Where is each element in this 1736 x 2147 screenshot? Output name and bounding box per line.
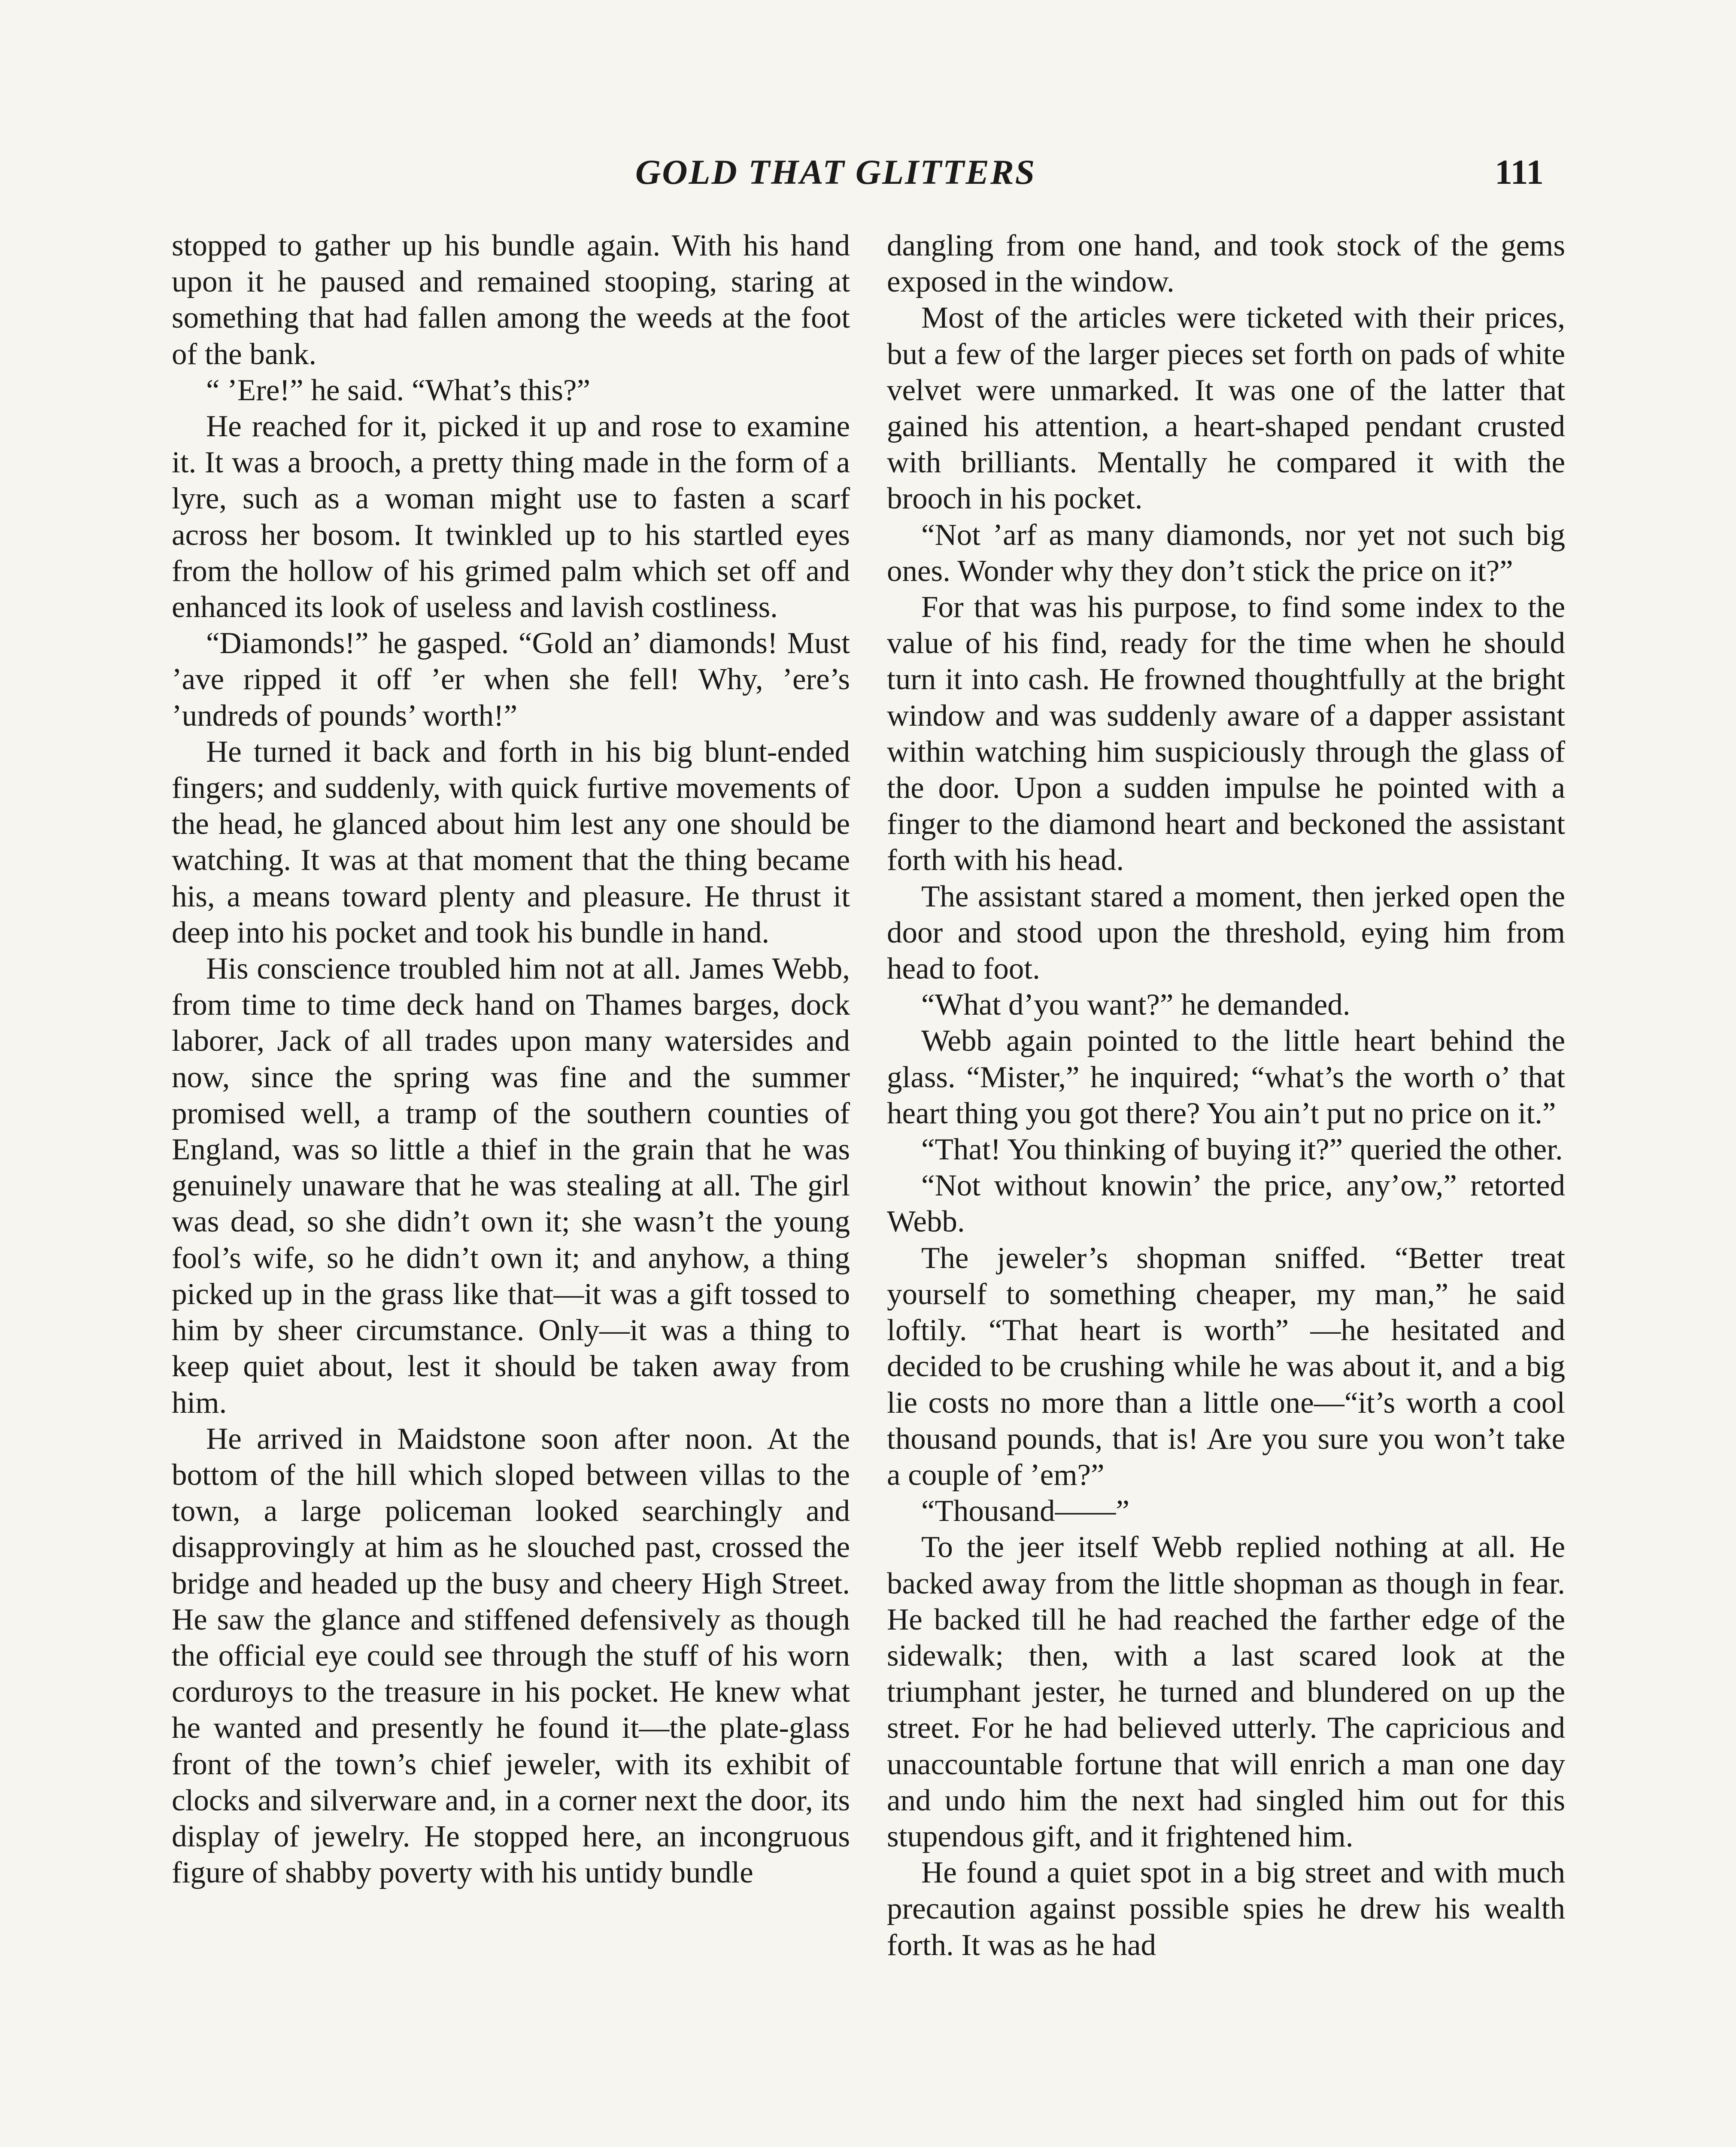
paragraph: “That! You thinking of buying it?” queried the other. — [921, 1133, 1563, 1167]
left-column — [172, 228, 850, 1891]
paragraph: “Not ’arf as many diamonds, nor yet not such big ones. Wonder why they don’t stick the price on it?” — [887, 518, 1565, 588]
paragraph: His conscience troubled him not at all. James Webb, from time to time deck hand on Thames barges, dock laborer, Jack of all trades upon many watersides and now, since the spring was fine and the summer promised well, a tramp of the southern counties of England, was so little a thief in the grain that he was genuinely unaware that he was stealing at all. The girl was dead, so she didn’t own it; she wasn’t the young fool’s wife, so he didn’t own it; and anyhow, a thing picked up in the grass like that—it was a gift tossed to him by sheer circumstance. Only—it was a thing to keep quiet about, lest it should be taken away from him. — [172, 952, 850, 1420]
paragraph: He turned it back and forth in his big blunt-ended fingers; and suddenly, with quick furtive movements of the head, he glanced about him lest any one should be watching. It was at that moment that the thing became his, a means toward plenty and pleasure. He thrust it deep into his pocket and took his bundle in hand. — [172, 735, 850, 949]
paragraph: dangling from one hand, and took stock of the gems exposed in the window. — [887, 229, 1565, 299]
paragraph: The jeweler’s shopman sniffed. “Better treat yourself to something cheaper, my man,” he said loftily. “That heart is worth” —he hesitated and decided to be crushing while he was about it, and a big lie costs no more than a little one—“it’s worth a cool thousand pounds, that is! Are you sure you won’t take a couple of ’em?” — [887, 1241, 1565, 1492]
right-column — [887, 228, 1565, 1963]
paragraph: Webb again pointed to the little heart behind the glass. “Mister,” he inquired; “what’s the worth o’ that heart thing you got there? You ain’t put no price on it.” — [887, 1024, 1565, 1130]
paragraph: “ ’Ere!” he said. “What’s this?” — [206, 373, 590, 407]
paragraph: “What d’you want?” he demanded. — [921, 988, 1351, 1022]
page-number: 111 — [1495, 152, 1544, 192]
paragraph: For that was his purpose, to find some index to the value of his find, ready for the time when he should turn it into cash. He frowned thoughtfully at the bright window and was suddenly aware of a dapper assistant within watching him suspiciously through the glass of the door. Upon a sudden impulse he pointed with a finger to the diamond heart and beckoned the assistant forth with his head. — [887, 590, 1565, 877]
paragraph: “Not without knowin’ the price, any’ow,” retorted Webb. — [887, 1169, 1565, 1239]
paragraph: To the jeer itself Webb replied nothing at all. He backed away from the little shopman as though in fear. He backed till he had reached the farther edge of the sidewalk; then, with a last scared look at the triumphant jester, he turned and blundered on up the street. For he had believed utterly. The capricious and unaccountable fortune that will enrich a man one day and undo him the next had singled him out for this stupendous gift, and it frightened him. — [887, 1530, 1565, 1853]
paragraph: The assistant stared a moment, then jerked open the door and stood upon the threshold, eying him from head to foot. — [887, 879, 1565, 986]
paragraph: He reached for it, picked it up and rose to examine it. It was a brooch, a pretty thing made in the form of a lyre, such as a woman might use to fasten a scarf across her bosom. It twinkled up to his startled eyes from the hollow of his grimed palm which set off and enhanced its look of useless and lavish costliness. — [172, 410, 850, 624]
paragraph: Most of the articles were ticketed with their prices, but a few of the larger pieces set forth on pads of white velvet were unmarked. It was one of the latter that gained his attention, a heart-shaped pendant crusted with brilliants. Mentally he compared it with the brooch in his pocket. — [887, 301, 1565, 516]
paragraph: He found a quiet spot in a big street and with much precaution against possible spies he drew his wealth forth. It was as he had — [887, 1856, 1565, 1962]
running-title: GOLD THAT GLITTERS — [635, 152, 1036, 192]
paragraph: stopped to gather up his bundle again. With his hand upon it he paused and remained stooping, staring at something that had fallen among the weeds at the foot of the bank. — [172, 229, 850, 371]
paragraph: “Thousand——” — [921, 1494, 1130, 1528]
paragraph: He arrived in Maidstone soon after noon. At the bottom of the hill which sloped between villas to the town, a large policeman looked searchingly and disapprovingly at him as he slouched past, crossed the bridge and headed up the busy and cheery High Street. He saw the glance and stiffened defensively as though the official eye could see through the stuff of his worn corduroys to the treasure in his pocket. He knew what he wanted and presently he found it—the plate-glass front of the town’s chief jeweler, with its exhibit of clocks and silverware and, in a corner next the door, its display of jewelry. He stopped here, an incongruous figure of shabby poverty with his untidy bundle — [172, 1422, 850, 1890]
paragraph: “Diamonds!” he gasped. “Gold an’ diamonds! Must ’ave ripped it off ’er when she fell! Why, ’ere’s ’undreds of pounds’ worth!” — [172, 626, 850, 733]
